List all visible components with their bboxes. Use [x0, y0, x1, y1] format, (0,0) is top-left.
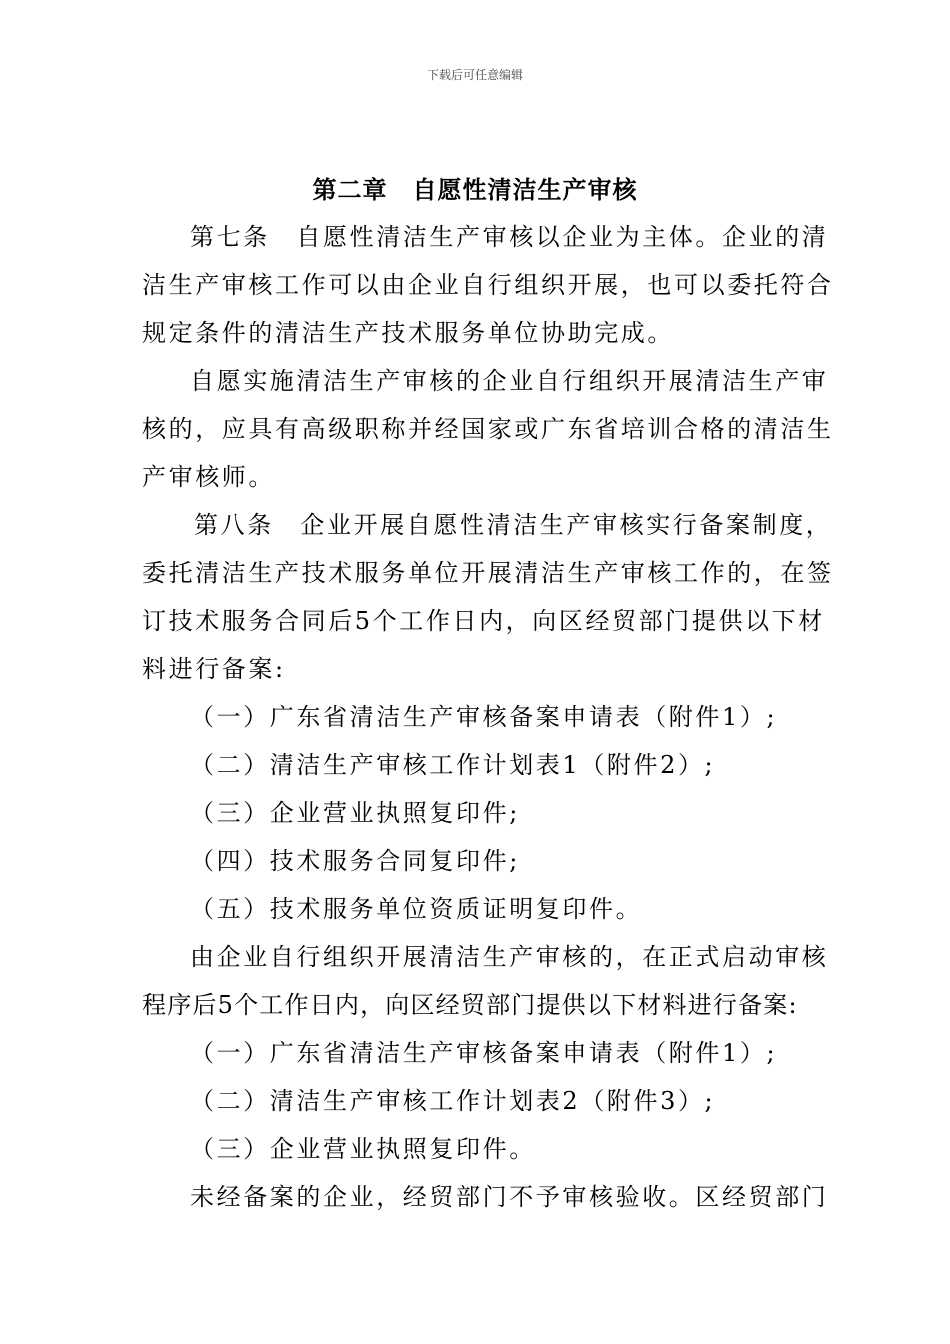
- article-8-line-1: 第八条 企业开展自愿性清洁生产审核实行备案制度，: [194, 511, 833, 539]
- article-7-line-2: 洁生产审核工作可以由企业自行组织开展，也可以委托符合: [142, 271, 834, 299]
- list-item: （一）广东省清洁生产审核备案申请表（附件1）;: [190, 703, 778, 731]
- list-item: （三）企业营业执照复印件。: [190, 1135, 536, 1163]
- article-8-line-2: 委托清洁生产技术服务单位开展清洁生产审核工作的，在签: [142, 559, 834, 587]
- chapter-title: 第二章 自愿性清洁生产审核: [312, 176, 638, 204]
- list-item: （一）广东省清洁生产审核备案申请表（附件1）;: [190, 1039, 778, 1067]
- list-item: （三）企业营业执照复印件;: [190, 799, 520, 827]
- article-8-line-4: 料进行备案:: [142, 655, 286, 683]
- auditor-paragraph-line-3: 产审核师。: [142, 463, 275, 491]
- list-item: （四）技术服务合同复印件;: [190, 847, 520, 875]
- self-organized-line-2: 程序后5个工作日内，向区经贸部门提供以下材料进行备案:: [142, 991, 798, 1019]
- article-7-line-3: 规定条件的清洁生产技术服务单位协助完成。: [142, 319, 674, 347]
- closing-paragraph-line-1: 未经备案的企业，经贸部门不予审核验收。区经贸部门: [190, 1183, 829, 1211]
- auditor-paragraph-line-2: 核的，应具有高级职称并经国家或广东省培训合格的清洁生: [142, 415, 834, 443]
- list-item: （五）技术服务单位资质证明复印件。: [190, 895, 643, 923]
- self-organized-line-1: 由企业自行组织开展清洁生产审核的，在正式启动审核: [190, 943, 829, 971]
- article-8-line-3: 订技术服务合同后5个工作日内，向区经贸部门提供以下材: [142, 607, 825, 635]
- page-header: 下载后可任意编辑: [426, 68, 523, 82]
- list-item: （二）清洁生产审核工作计划表2（附件3）;: [190, 1087, 716, 1115]
- list-item: （二）清洁生产审核工作计划表1（附件2）;: [190, 751, 716, 779]
- article-7-line-1: 第七条 自愿性清洁生产审核以企业为主体。企业的清: [190, 223, 829, 251]
- auditor-paragraph-line-1: 自愿实施清洁生产审核的企业自行组织开展清洁生产审: [190, 367, 829, 395]
